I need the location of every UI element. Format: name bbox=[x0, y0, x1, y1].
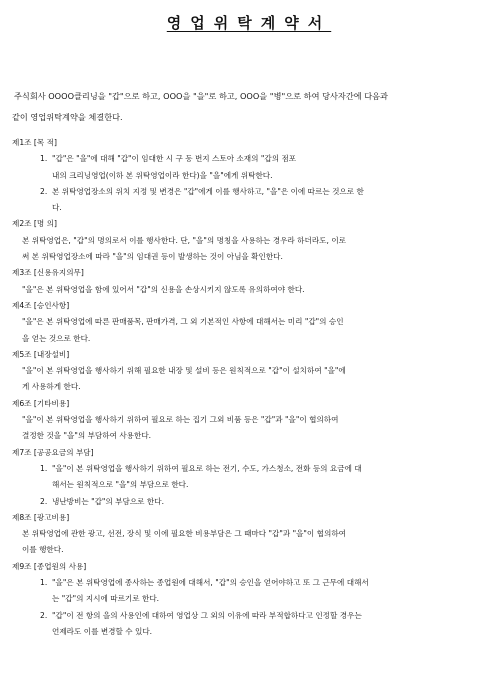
document-title: 영업위탁계약서 bbox=[166, 14, 332, 32]
item-number: 2. bbox=[40, 186, 48, 196]
item-line: 본 위탁영업장소의 위치 지정 및 변경은 "갑"에게 이를 행사하고, "을"은 이에 따르는 것으로 한 bbox=[52, 186, 364, 196]
intro-paragraph bbox=[12, 86, 488, 128]
article-item bbox=[12, 461, 490, 494]
item-line: "을"이 본 위탁영업을 행사하기 위하여 필요로 하는 전기, 수도, 가스청소, 전화 등의 요금에 대 bbox=[52, 463, 362, 473]
article-heading: 제8조 [광고비용] bbox=[12, 512, 70, 522]
item-number: 2. bbox=[40, 610, 48, 620]
article-heading: 제3조 [신용유지의무] bbox=[12, 268, 84, 278]
article-body-line: "을"은 본 위탁영업을 함에 있어서 "갑"의 신용을 손상시키지 않도록 유의하여야 한다. bbox=[22, 284, 305, 294]
article-body-line: 게 사용하게 한다. bbox=[22, 382, 81, 392]
article-body-line: 써 본 위탁영업장소에 따라 "을"의 임대권 등이 발생하는 것이 아님을 확인한다. bbox=[22, 252, 283, 262]
article-body-line: 결정한 것을 "을"의 부담하여 사용한다. bbox=[22, 431, 152, 441]
article-8 bbox=[12, 510, 490, 559]
article-2 bbox=[12, 216, 490, 265]
item-line: 언제라도 이를 변경할 수 있다. bbox=[52, 626, 153, 636]
articles-section bbox=[12, 135, 490, 640]
article-item bbox=[12, 184, 490, 217]
article-body-line: "을"이 본 위탁영업을 행사하기 위하여 필요로 하는 집기 그외 비품 등은 "갑"과 "을"이 협의하여 bbox=[22, 415, 339, 425]
item-number: 2. bbox=[40, 496, 48, 506]
article-heading: 제7조 [공공요금의 부담] bbox=[12, 447, 94, 457]
article-heading: 제6조 [기타비용] bbox=[12, 398, 70, 408]
item-number: 1. bbox=[40, 578, 48, 588]
article-heading: 제1조 [목 적] bbox=[12, 138, 57, 147]
item-number: 1. bbox=[40, 154, 48, 164]
item-line: 내의 크리닝영업(이하 본 위탁영업이라 한다)을 "을"에게 위탁한다. bbox=[52, 170, 273, 180]
item-line: "갑"이 전 항의 을의 사용인에 대하여 영업상 그 외의 이유에 따라 부적합하다고 인정할 경우는 bbox=[52, 610, 362, 620]
article-1 bbox=[12, 135, 490, 216]
article-body-line: 을 얻는 것으로 한다. bbox=[22, 333, 91, 343]
article-3 bbox=[12, 265, 490, 298]
article-body-line: 이를 행한다. bbox=[22, 545, 64, 555]
article-7 bbox=[12, 445, 490, 510]
article-heading: 제9조 [종업원의 사용] bbox=[12, 561, 87, 571]
article-6 bbox=[12, 396, 490, 445]
article-heading: 제2조 [명 의] bbox=[12, 219, 57, 229]
article-item bbox=[12, 151, 490, 184]
item-line: "갑"은 "을"에 대해 "갑"이 임대한 시 구 동 번지 스토아 소재의 "갑의 점포 bbox=[52, 154, 297, 164]
article-body-line: "을"이 본 위탁영업을 행사하기 위해 필요한 내장 및 설비 등은 원칙적으로 "갑"이 설치하여 "을"에 bbox=[22, 366, 346, 376]
article-heading: 제4조 [승인사항] bbox=[12, 300, 70, 310]
article-body-line: "을"은 본 위탁영업에 따른 판매품목, 판매가격, 그 외 기본적인 사항에 대해서는 미리 "갑"의 승인 bbox=[22, 317, 344, 327]
article-item bbox=[12, 494, 490, 510]
article-body-line: 본 위탁영업에 관한 광고, 선전, 장식 및 이에 필요한 비용부담은 그 때마다 "갑"과 "을"이 협의하여 bbox=[22, 529, 347, 539]
article-item bbox=[12, 608, 490, 641]
item-line: 다. bbox=[52, 203, 62, 213]
article-9 bbox=[12, 559, 490, 640]
article-4 bbox=[12, 298, 490, 347]
intro-line-2: 같이 영업위탁계약을 체결한다. bbox=[12, 112, 123, 122]
intro-line-1: 주식회사 OOOO클리닝을 "갑"으로 하고, OOO을 "을"로 하고, OOO을 "병"으로 하여 당사자간에 다음과 bbox=[14, 91, 388, 101]
item-line: 는 "갑"의 지시에 따르기로 한다. bbox=[52, 594, 160, 604]
article-5 bbox=[12, 347, 490, 396]
item-line: 해서는 원칙적으로 "을"의 부담으로 한다. bbox=[52, 480, 189, 490]
item-line: "을"은 본 위탁영업에 종사하는 종업원에 대해서, "갑"의 승인을 얻어야하고 또 그 근무에 대해서 bbox=[52, 578, 369, 588]
item-line: 냉난방비는 "갑"의 부담으로 한다. bbox=[52, 496, 165, 506]
article-heading: 제5조 [내장설비] bbox=[12, 349, 70, 359]
article-body-line: 본 위탁영업은, "갑"의 명의로서 이를 행사한다. 단, "을"의 명칭을 사용하는 경우라 하더라도, 이로 bbox=[22, 235, 347, 245]
item-number: 1. bbox=[40, 463, 48, 473]
article-item bbox=[12, 575, 490, 608]
